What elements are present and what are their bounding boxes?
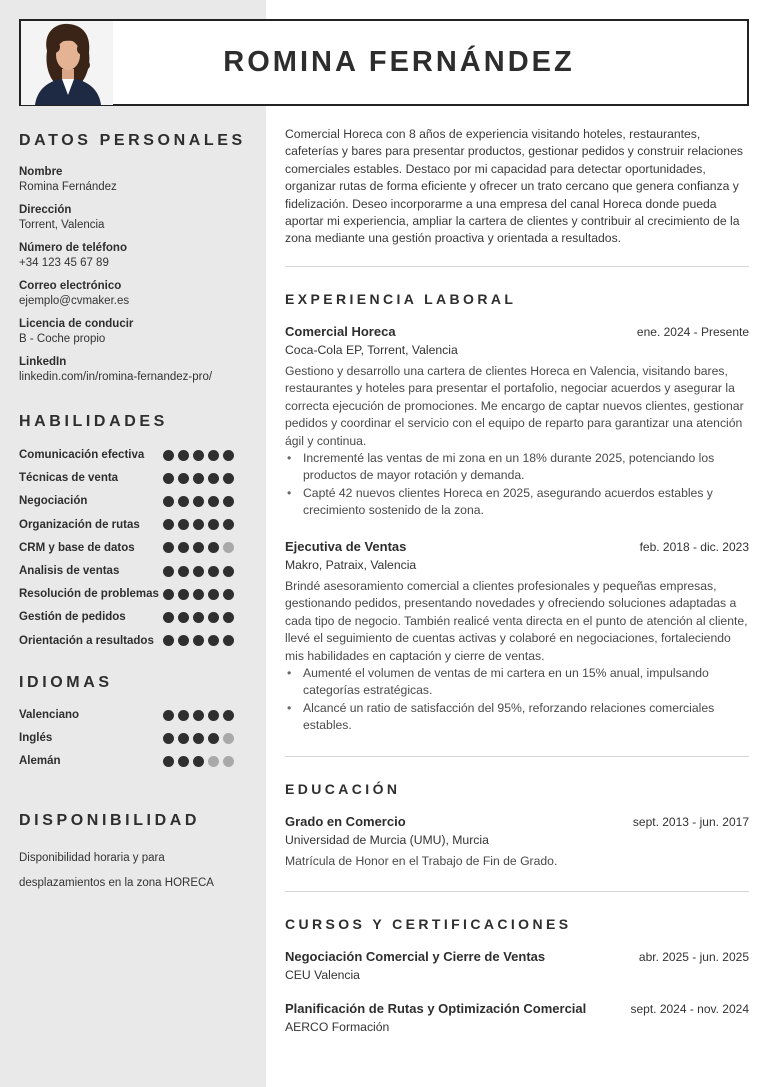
skill-rating	[163, 542, 234, 553]
course-entry	[285, 1001, 749, 1034]
rating-dot	[178, 519, 189, 530]
language-row	[19, 707, 234, 723]
rating-dot	[223, 612, 234, 623]
skill-rating	[163, 635, 234, 646]
rating-dot	[193, 473, 204, 484]
rating-dot	[163, 756, 174, 767]
personal-field-license	[19, 317, 259, 347]
skill-row	[19, 493, 234, 509]
field-value: ejemplo@cvmaker.es	[19, 295, 130, 307]
achievement-item: • Alcancé un ratio de satisfacción del 95%, reforzando relaciones comerciales estables.	[285, 700, 749, 735]
rating-dot	[193, 635, 204, 646]
rating-dot	[178, 635, 189, 646]
rating-dot	[163, 635, 174, 646]
skill-rating	[163, 473, 234, 484]
rating-dot	[163, 589, 174, 600]
rating-dot	[223, 542, 234, 553]
rating-dot	[193, 496, 204, 507]
rating-dot	[163, 566, 174, 577]
job-description: Gestiono y desarrollo una cartera de clientes Horeca en Valencia, visitando bares, restaurantes y hoteles para presentar el portafolio, negociar acuerdos y asegurar la correcta ejecución de promociones. Me encargo de captar nuevos clientes, gestionar pedidos y coordinar el servicio con el equipo de reparto para garantizar una atención ágil y continua.	[285, 364, 744, 448]
skill-name: Negociación	[19, 495, 88, 508]
rating-dot	[193, 612, 204, 623]
skill-row	[19, 517, 234, 533]
skill-rating	[163, 589, 234, 600]
skill-name: Orientación a resultados	[19, 634, 154, 647]
section-divider	[285, 891, 749, 892]
rating-dot	[178, 733, 189, 744]
job-company: Coca-Cola EP, Torrent, Valencia	[285, 343, 458, 357]
personal-field-email	[19, 279, 259, 309]
rating-dot	[178, 566, 189, 577]
job-date: feb. 2018 - dic. 2023	[639, 540, 749, 554]
job-achievements	[285, 665, 749, 735]
rating-dot	[178, 542, 189, 553]
achievement-item: • Aumenté el volumen de ventas de mi cartera en un 15% anual, impulsando categorías estratégicas.	[285, 665, 749, 700]
language-rating	[163, 756, 234, 767]
personal-field-linkedin	[19, 355, 259, 385]
candidate-name: ROMINA FERNÁNDEZ	[223, 46, 575, 78]
job-description: Brindé asesoramiento comercial a clientes profesionales y pequeñas empresas, gestionando pedidos, presentando novedades y ofreciendo soluciones adaptadas a cada tipo de negocio. También realicé venta directa en el punto de atención al cliente, llevé el seguimiento de cuentas activas y colaboré en negociaciones, fortaleciendo mis habilidades en captación y cierre de ventas.	[285, 579, 748, 663]
rating-dot	[163, 710, 174, 721]
rating-dot	[193, 710, 204, 721]
field-value: linkedin.com/in/romina-fernandez-pro/	[19, 371, 213, 383]
job-entry	[285, 539, 749, 735]
skill-rating	[163, 566, 234, 577]
rating-dot	[208, 496, 219, 507]
rating-dot	[178, 450, 189, 461]
languages-heading: IDIOMAS	[19, 674, 113, 691]
section-divider	[285, 756, 749, 757]
language-name: Inglés	[19, 732, 53, 745]
section-divider	[285, 266, 749, 267]
field-label: Correo electrónico	[19, 280, 122, 292]
course-title: Negociación Comercial y Cierre de Ventas	[285, 949, 546, 964]
job-title: Comercial Horeca	[285, 324, 396, 339]
field-value: Romina Fernández	[19, 181, 117, 193]
rating-dot	[208, 612, 219, 623]
field-label: Licencia de conducir	[19, 318, 134, 330]
degree-title: Grado en Comercio	[285, 814, 406, 829]
personal-field-phone	[19, 241, 259, 271]
skill-rating	[163, 612, 234, 623]
experience-heading: EXPERIENCIA LABORAL	[285, 291, 517, 307]
rating-dot	[163, 450, 174, 461]
rating-dot	[193, 519, 204, 530]
education-heading: EDUCACIÓN	[285, 781, 401, 797]
course-date: abr. 2025 - jun. 2025	[638, 950, 749, 964]
course-provider: AERCO Formación	[285, 1020, 390, 1034]
skill-name: CRM y base de datos	[19, 541, 135, 554]
availability-heading: DISPONIBILIDAD	[19, 812, 201, 829]
rating-dot	[193, 542, 204, 553]
rating-dot	[208, 566, 219, 577]
profile-summary: Comercial Horeca con 8 años de experiencia visitando hoteles, restaurantes, cafeterías y bares para presentar productos, gestionar pedidos y construir relaciones comerciales estables. Destaco por mi capacidad para detectar oportunidades, organizar rutas de forma eficiente y ofrecer un trato cercano que genera confianza y fidelización. Deseo incorporarme a una empresa del canal Horeca donde pueda aportar mi experiencia, ampliar la cartera de clientes y contribuir al crecimiento de la zona mediante una gestión proactiva y orientada a resultados.	[285, 127, 743, 246]
education-entry	[285, 814, 749, 870]
achievement-item: • Incrementé las ventas de mi zona en un 18% durante 2025, potenciando los productos de mayor rotación y demanda.	[285, 450, 749, 485]
language-rating	[163, 710, 234, 721]
rating-dot	[223, 756, 234, 767]
rating-dot	[163, 496, 174, 507]
rating-dot	[208, 519, 219, 530]
rating-dot	[178, 756, 189, 767]
rating-dot	[208, 710, 219, 721]
availability-text: Disponibilidad horaria y para desplazamientos en la zona HORECA	[19, 852, 214, 889]
job-company: Makro, Patraix, Valencia	[285, 558, 417, 572]
skill-name: Técnicas de venta	[19, 472, 119, 485]
skill-name: Gestión de pedidos	[19, 611, 126, 624]
skill-row	[19, 563, 234, 579]
rating-dot	[223, 635, 234, 646]
rating-dot	[208, 635, 219, 646]
rating-dot	[178, 710, 189, 721]
achievement-item: • Capté 42 nuevos clientes Horeca en 2025, asegurando acuerdos estables y crecimiento sostenido de la zona.	[285, 485, 749, 520]
education-note: Matrícula de Honor en el Trabajo de Fin de Grado.	[285, 854, 558, 868]
personal-field-address	[19, 203, 259, 233]
rating-dot	[208, 589, 219, 600]
skill-row	[19, 540, 234, 556]
rating-dot	[178, 473, 189, 484]
rating-dot	[208, 733, 219, 744]
personal-field-name	[19, 165, 259, 195]
field-value: Torrent, Valencia	[19, 219, 105, 231]
rating-dot	[208, 756, 219, 767]
skill-row	[19, 447, 234, 463]
language-name: Valenciano	[19, 709, 80, 721]
rating-dot	[163, 733, 174, 744]
skills-heading: HABILIDADES	[19, 413, 168, 430]
course-date: sept. 2024 - nov. 2024	[630, 1002, 749, 1016]
course-entry	[285, 949, 749, 982]
language-row	[19, 753, 234, 769]
rating-dot	[193, 589, 204, 600]
rating-dot	[223, 733, 234, 744]
course-provider: CEU Valencia	[285, 968, 360, 982]
rating-dot	[193, 566, 204, 577]
rating-dot	[223, 589, 234, 600]
rating-dot	[208, 450, 219, 461]
institution: Universidad de Murcia (UMU), Murcia	[285, 833, 489, 847]
field-label: Número de teléfono	[19, 242, 127, 254]
job-achievements	[285, 450, 749, 520]
rating-dot	[223, 710, 234, 721]
rating-dot	[163, 519, 174, 530]
rating-dot	[223, 496, 234, 507]
skill-rating	[163, 519, 234, 530]
skill-name: Organización de rutas	[19, 518, 140, 531]
skill-row	[19, 586, 234, 602]
personal-data-heading: DATOS PERSONALES	[19, 132, 246, 149]
field-value: +34 123 45 67 89	[19, 257, 109, 269]
rating-dot	[208, 473, 219, 484]
rating-dot	[178, 496, 189, 507]
job-entry	[285, 324, 749, 520]
field-label: Nombre	[19, 166, 63, 178]
language-row	[19, 730, 234, 746]
rating-dot	[208, 542, 219, 553]
rating-dot	[223, 473, 234, 484]
rating-dot	[223, 450, 234, 461]
field-label: LinkedIn	[19, 356, 67, 368]
skill-name: Comunicación efectiva	[19, 449, 145, 461]
language-rating	[163, 733, 234, 744]
job-date: ene. 2024 - Presente	[636, 325, 749, 339]
field-label: Dirección	[19, 204, 72, 216]
rating-dot	[163, 542, 174, 553]
field-value: B - Coche propio	[19, 333, 106, 345]
rating-dot	[193, 450, 204, 461]
skill-name: Resolución de problemas	[19, 588, 159, 601]
degree-date: sept. 2013 - jun. 2017	[632, 815, 749, 829]
job-title: Ejecutiva de Ventas	[285, 539, 407, 554]
rating-dot	[178, 612, 189, 623]
rating-dot	[193, 733, 204, 744]
rating-dot	[193, 756, 204, 767]
skill-row	[19, 633, 234, 649]
skill-rating	[163, 496, 234, 507]
rating-dot	[178, 589, 189, 600]
skill-row	[19, 609, 234, 625]
skill-name: Analisis de ventas	[19, 565, 120, 577]
course-title: Planificación de Rutas y Optimización Comercial	[285, 1001, 587, 1016]
rating-dot	[163, 473, 174, 484]
courses-heading: CURSOS Y CERTIFICACIONES	[285, 916, 572, 932]
skill-row	[19, 470, 234, 486]
language-name: Alemán	[19, 755, 61, 768]
rating-dot	[223, 566, 234, 577]
rating-dot	[223, 519, 234, 530]
rating-dot	[163, 612, 174, 623]
skill-rating	[163, 450, 234, 461]
